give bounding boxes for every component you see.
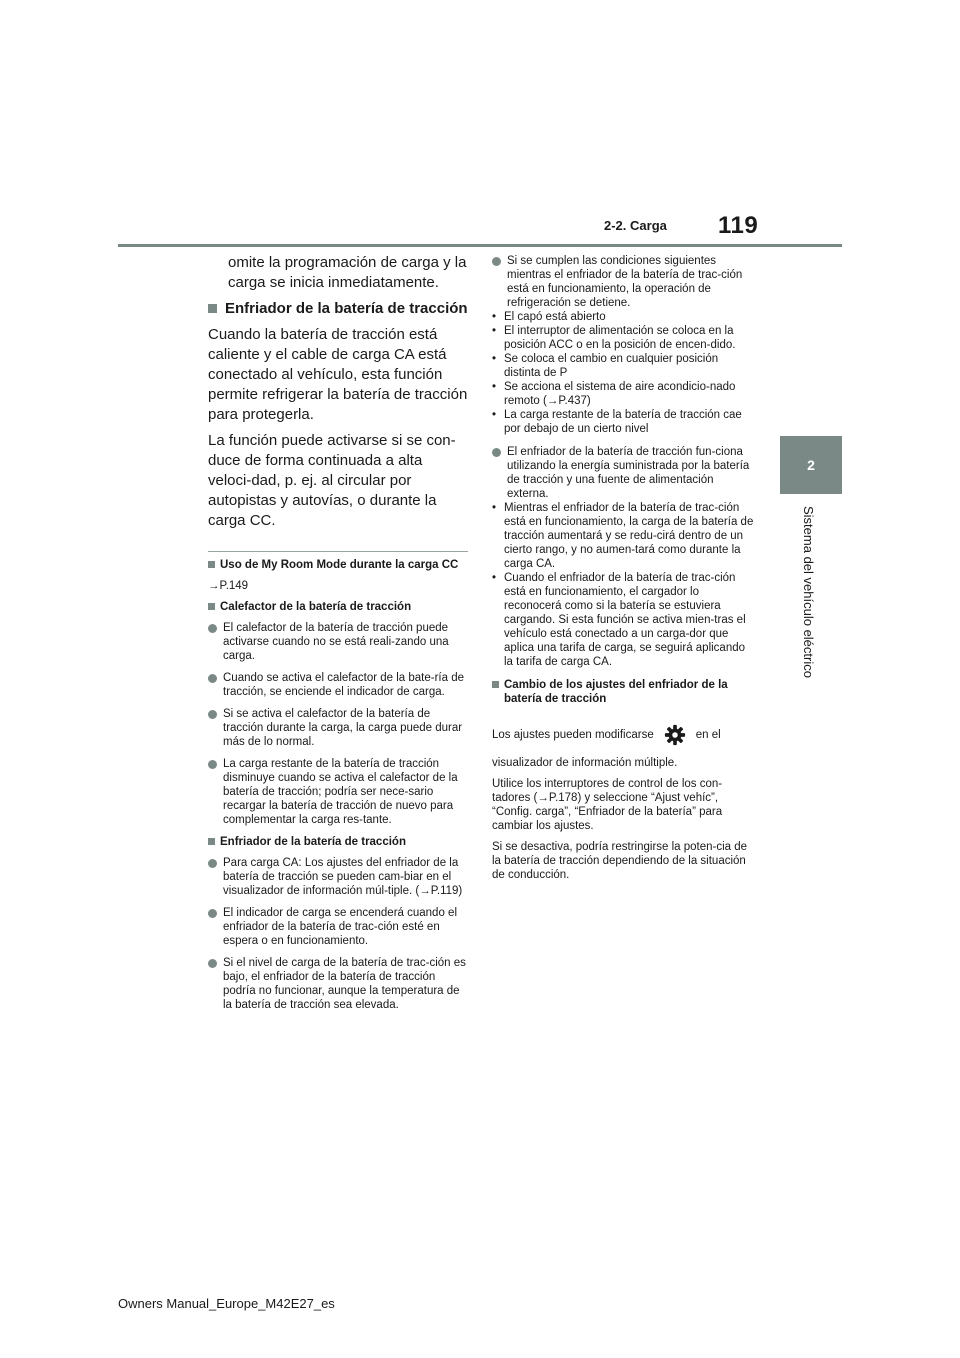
sub-item: • Se coloca el cambio en cualquier posición distinta de P: [492, 353, 719, 379]
circle-bullet-icon: [208, 674, 217, 683]
list-item: El enfriador de la batería de tracción fun-ciona utilizando la energía suministrada por la batería de tracción y una fuente de alimentación externa.: [492, 445, 754, 501]
subsection-heading: Enfriador de la batería de tracción: [208, 835, 468, 849]
paragraph: visualizador de información múltiple.: [492, 757, 678, 769]
list-item: El indicador de carga se encenderá cuando el enfriador de la batería de trac-ción esté en espera o en funcionamiento.: [208, 906, 468, 948]
sub-item: • Se acciona el sistema de aire acondicio-nado remoto (→P.437): [492, 381, 736, 407]
circle-bullet-icon: [492, 257, 501, 266]
section-title: 2-2. Carga: [604, 218, 667, 233]
sub-list: [492, 310, 754, 436]
sub-item: • El capó está abierto: [492, 311, 606, 323]
sub-item: • El interruptor de alimentación se coloca en la posición ACC o en la posición de encen-dido.: [492, 325, 736, 351]
list-item: Si se activa el calefactor de la batería de tracción durante la carga, la carga puede durar más de lo normal.: [208, 707, 468, 749]
circle-bullet-icon: [208, 909, 217, 918]
list-item: Si se cumplen las condiciones siguientes mientras el enfriador de la batería de trac-ción está en funcionamiento, la operación de refrigeración se detiene.: [492, 254, 754, 310]
circle-bullet-icon: [208, 710, 217, 719]
square-bullet-icon: [208, 838, 215, 845]
list-item: Para carga CA: Los ajustes del enfriador de la batería de tracción se pueden cam-biar en el visualizador de información múl-tiple. (→P.119): [208, 856, 468, 898]
chapter-label: Sistema del vehículo eléctrico: [801, 506, 816, 678]
header-divider: [118, 244, 842, 247]
paragraph: Cuando la batería de tracción está caliente y el cable de carga CA está conectado al vehículo, esta función permite refrigerar la batería de tracción para protegerla.: [208, 326, 468, 423]
list-item: El calefactor de la batería de tracción puede activarse cuando no se está reali-zando una carga.: [208, 621, 468, 663]
sub-item: • La carga restante de la batería de tracción cae por debajo de un cierto nivel: [492, 409, 742, 435]
paragraph: La función puede activarse si se con-duce de forma continuada a alta veloci-dad, p. ej. al circular por autopistas y autovías, o durante la carga CC.: [208, 432, 456, 529]
section-divider: [208, 551, 468, 552]
page-number: 119: [718, 212, 759, 239]
square-bullet-icon: [208, 603, 215, 610]
settings-instruction: Los ajustes pueden modificarse en el: [492, 724, 754, 746]
subsection-heading: Cambio de los ajustes del enfriador de la batería de tracción: [492, 678, 754, 706]
square-bullet-icon: [208, 561, 215, 568]
circle-bullet-icon: [208, 959, 217, 968]
sub-list: [492, 501, 754, 669]
circle-bullet-icon: [208, 760, 217, 769]
subsection-heading: Uso de My Room Mode durante la carga CC: [208, 558, 468, 572]
list-item: Si el nivel de carga de la batería de trac-ción es bajo, el enfriador de la batería de tracción podría no funcionar, aunque la temperatura de la batería de tracción sea elevada.: [208, 956, 468, 1012]
square-bullet-icon: [208, 304, 217, 313]
circle-bullet-icon: [208, 624, 217, 633]
circle-bullet-icon: [208, 859, 217, 868]
page-reference-link[interactable]: →P.149: [208, 580, 249, 592]
footer-text: Owners Manual_Europe_M42E27_es: [118, 1296, 335, 1311]
sub-item: • Cuando el enfriador de la batería de trac-ción está en funcionamiento, el cargador lo reconocerá como si la batería se estuviera cargando. Si esta función se activa mien-tras el vehículo está conectado a un carga-dor que aplica una tarifa de carga, se seguirá aplicando la tarifa de carga CA.: [492, 572, 746, 668]
paragraph: Utilice los interruptores de control de los con-tadores (→P.178) y seleccione “Ajust vehíc”, “Config. carga”, “Enfriador de la batería” para cambiar los ajustes.: [492, 778, 723, 832]
list-item: La carga restante de la batería de tracción disminuye cuando se activa el calefactor de la batería de tracción; podría ser nece-sario recargar la batería de tracción de nuevo para complementar la carga res-tante.: [208, 757, 468, 827]
gear-icon: [664, 724, 686, 746]
circle-bullet-icon: [492, 448, 501, 457]
intro-text: omite la programación de carga y la carga se inicia inmediatamente.: [228, 254, 467, 291]
chapter-tab[interactable]: 2: [780, 436, 842, 494]
sub-item: • Mientras el enfriador de la batería de trac-ción está en funcionamiento, la carga de la batería de tracción aumentará y se redu-cirá dentro de un cierto rango, y no aumen-tará como durante la carga CA.: [492, 502, 754, 570]
left-column: [208, 253, 468, 1020]
right-column: [492, 254, 754, 889]
subsection-heading: Calefactor de la batería de tracción: [208, 600, 468, 614]
main-heading: Enfriador de la batería de tracción: [208, 299, 468, 319]
square-bullet-icon: [492, 681, 499, 688]
list-item: Cuando se activa el calefactor de la bate-ría de tracción, se enciende el indicador de carga.: [208, 671, 468, 699]
paragraph: Si se desactiva, podría restringirse la poten-cia de la batería de tracción dependiendo de la situación de conducción.: [492, 841, 748, 881]
